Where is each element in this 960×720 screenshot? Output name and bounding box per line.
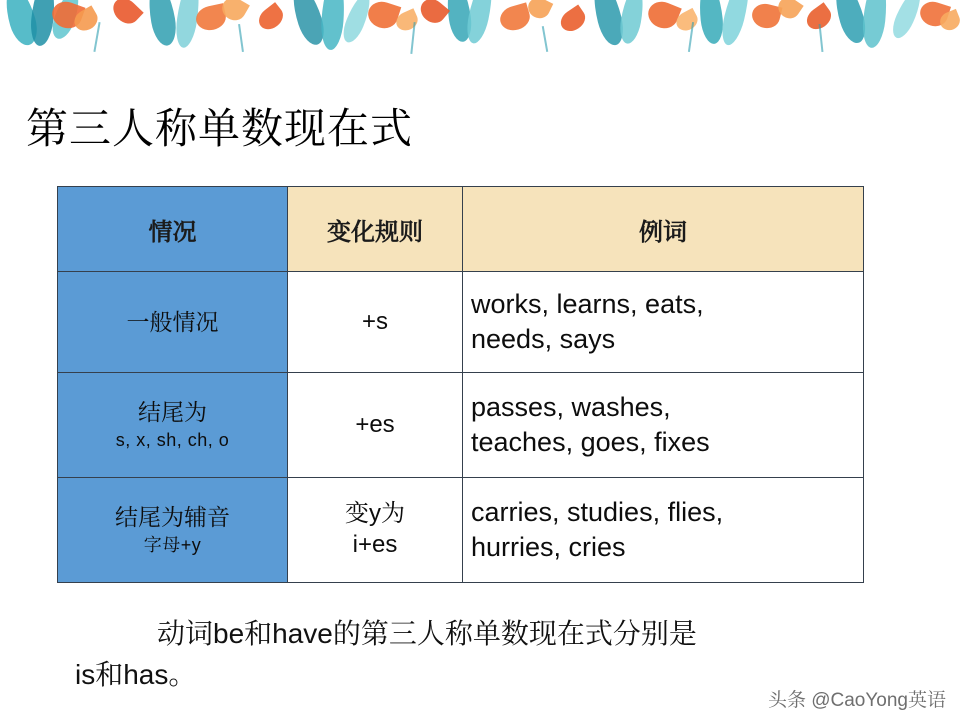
examples-line-1: works, learns, eats, — [471, 288, 704, 319]
case-cell — [58, 478, 288, 583]
examples-line-1: carries, studies, flies, — [471, 496, 724, 527]
rule-cell — [288, 373, 463, 478]
stem-icon — [542, 26, 548, 52]
case-cell — [58, 373, 288, 478]
case-sub-text: 字母+y — [143, 535, 202, 556]
examples-line-2: hurries, cries — [471, 532, 626, 562]
table-header-row — [58, 187, 864, 272]
rule-cell — [288, 272, 463, 373]
examples-cell — [463, 373, 864, 478]
decorative-floral-banner — [0, 0, 960, 62]
leaf-icon — [718, 0, 754, 47]
footer-note — [75, 614, 905, 695]
examples-line-1: passes, washes, — [471, 391, 671, 422]
flower-icon — [557, 4, 590, 35]
footer-note-line-2: is和has。 — [75, 658, 197, 690]
leaf-icon — [319, 0, 346, 51]
flower-icon — [108, 0, 143, 29]
column-header-examples: 例词 — [463, 187, 864, 272]
flower-icon — [255, 2, 288, 34]
stem-icon — [93, 22, 100, 52]
stem-icon — [238, 24, 244, 52]
rules-table — [57, 186, 864, 583]
examples-cell — [463, 478, 864, 583]
rule-text: +s — [361, 308, 388, 335]
leaf-icon — [697, 0, 725, 45]
leaf-icon — [617, 0, 647, 45]
column-header-case: 情况 — [58, 187, 288, 272]
flower-icon — [416, 0, 450, 28]
leaf-icon — [888, 0, 926, 41]
case-main-text: 一般情况 — [126, 308, 219, 335]
leaf-icon — [145, 0, 180, 48]
flower-icon — [644, 0, 682, 33]
stem-icon — [819, 24, 824, 52]
leaf-icon — [860, 0, 889, 49]
examples-line-2: teaches, goes, fixes — [471, 427, 710, 457]
case-sub-text: s, x, sh, ch, o — [115, 430, 230, 451]
page-title: 第三人称单数现在式 — [26, 105, 414, 152]
case-cell — [58, 272, 288, 373]
watermark: 头条 @CaoYong英语 — [767, 690, 946, 711]
table-row — [58, 272, 864, 373]
flower-icon — [365, 0, 402, 32]
column-header-rule: 变化规则 — [288, 187, 463, 272]
rules-table-container — [57, 186, 863, 583]
case-main-text: 结尾为 — [138, 399, 207, 426]
rule-text: 变y为 — [345, 500, 405, 528]
case-main-text: 结尾为辅音 — [115, 504, 230, 531]
examples-line-2: needs, says — [471, 324, 616, 354]
rule-cell — [288, 478, 463, 583]
footer-note-line-1: 动词be和have的第三人称单数现在式分别是 — [157, 618, 697, 649]
rule-text-line-2: i+es — [352, 531, 398, 558]
rule-text: +es — [355, 411, 395, 438]
table-row — [58, 373, 864, 478]
examples-cell — [463, 272, 864, 373]
table-row — [58, 478, 864, 583]
